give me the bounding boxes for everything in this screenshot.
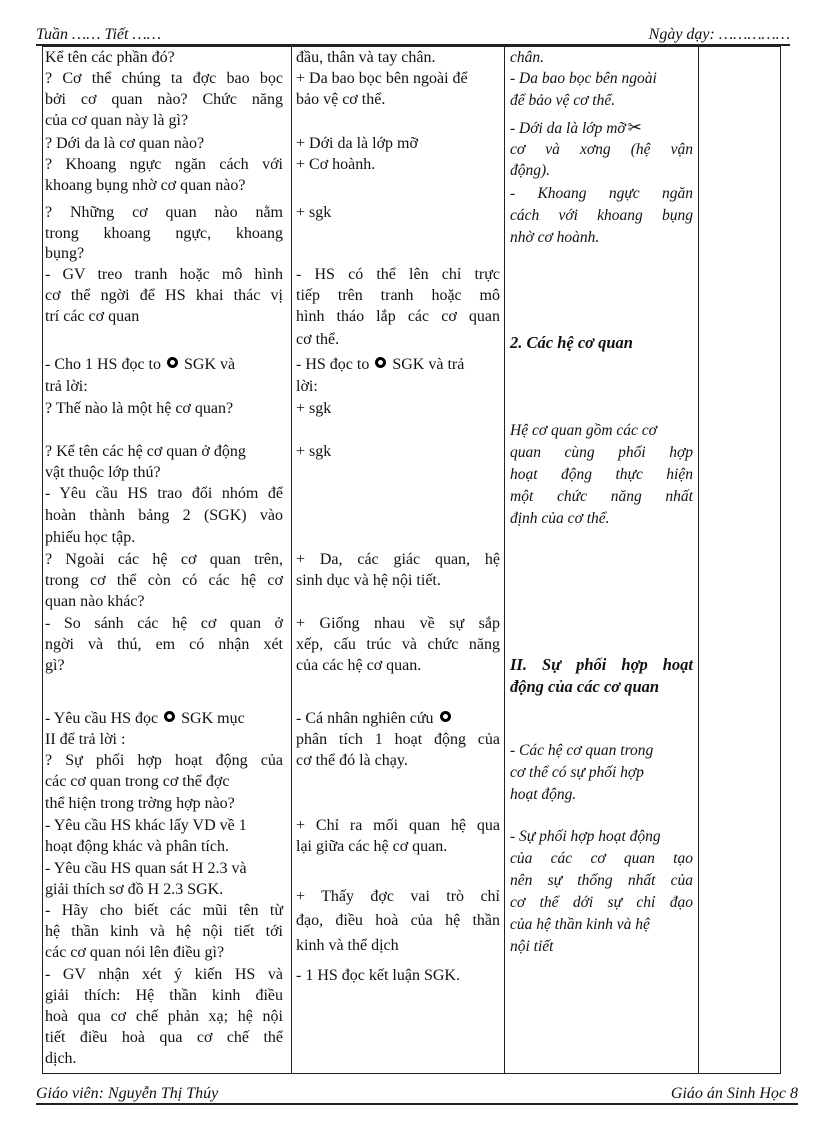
column-divider bbox=[504, 47, 505, 1073]
text-line: giải thích: Hệ thần kinh điều bbox=[45, 987, 283, 1004]
text-line: - Da bao bọc bên ngoài bbox=[510, 70, 657, 87]
text-line: trả lời: bbox=[45, 378, 88, 395]
text-line: hoàn thành bảng 2 (SGK) vào bbox=[45, 507, 283, 524]
text-line: + Giống nhau về sự sắp bbox=[296, 615, 500, 632]
text-line: lời: bbox=[296, 378, 318, 395]
text-line bbox=[45, 354, 283, 375]
text-line: hoà qua cơ chế phản xạ; hệ nội bbox=[45, 1008, 283, 1025]
text-line: + sgk bbox=[296, 400, 332, 417]
circle-bullet-icon bbox=[164, 711, 175, 722]
text-line: nhờ cơ hoành. bbox=[510, 229, 600, 246]
text-line: định của cơ thể. bbox=[510, 510, 610, 527]
text-line: + Thấy đợc vai trò chỉ bbox=[296, 888, 500, 905]
text-line: - So sánh các hệ cơ quan ở bbox=[45, 615, 283, 632]
text-line: bụng? bbox=[45, 245, 85, 262]
text-line: quan cùng phối hợp bbox=[510, 444, 693, 461]
text-line: ngời và thú, em có nhận xét bbox=[45, 636, 283, 653]
text-line: các cơ quan nói lên điều gì? bbox=[45, 944, 225, 961]
text-line: - Khoang ngực ngăn bbox=[510, 185, 693, 202]
text-line: tiếp trên tranh hoặc mô bbox=[296, 287, 500, 304]
text-line: giải thích sơ đồ H 2.3 SGK. bbox=[45, 881, 224, 898]
text-line: ? Kể tên các hệ cơ quan ở động bbox=[45, 443, 246, 460]
text-fragment: - Yêu cầu HS đọc bbox=[45, 710, 159, 727]
text-line: - Yêu cầu HS khác lấy VD về 1 bbox=[45, 817, 247, 834]
text-fragment: - HS đọc to bbox=[296, 356, 370, 373]
text-line bbox=[296, 354, 500, 375]
scissors-icon: ✂ bbox=[627, 118, 642, 137]
circle-bullet-icon bbox=[440, 711, 451, 722]
column-divider bbox=[698, 47, 699, 1073]
text-line: động). bbox=[510, 162, 551, 179]
text-line: - Yêu cầu HS quan sát H 2.3 và bbox=[45, 860, 247, 877]
text-line: dịch. bbox=[45, 1050, 77, 1067]
text-line: ? Cơ thể chúng ta đợc bao bọc bbox=[45, 70, 283, 87]
section-heading: II. Sự phối hợp hoạt bbox=[510, 655, 693, 674]
lesson-table bbox=[42, 46, 781, 1074]
circle-bullet-icon bbox=[375, 357, 386, 368]
text-line: kinh và thể dịch bbox=[296, 937, 399, 954]
header-week-period: Tuần …… Tiết …… bbox=[36, 26, 161, 43]
text-line: - Hãy cho biết các mũi tên từ bbox=[45, 902, 283, 919]
text-line: II để trả lời : bbox=[45, 731, 126, 748]
text-line: của các cơ quan tạo bbox=[510, 850, 693, 867]
text-line bbox=[296, 708, 500, 729]
text-line: quan nào khác? bbox=[45, 593, 145, 610]
page-footer bbox=[36, 1085, 798, 1105]
text-line: ? Dới da là cơ quan nào? bbox=[45, 135, 205, 152]
section-heading: động của các cơ quan bbox=[510, 677, 660, 696]
text-line: chân. bbox=[510, 49, 545, 66]
text-line: ? Khoang ngực ngăn cách với bbox=[45, 156, 283, 173]
text-line: + Chỉ ra mối quan hệ qua bbox=[296, 817, 500, 834]
text-line bbox=[45, 708, 283, 729]
text-line: cơ và xơng (hệ vận bbox=[510, 141, 693, 158]
text-line: hoạt động. bbox=[510, 786, 577, 803]
text-line: hoạt động thực hiện bbox=[510, 466, 693, 483]
text-line: + sgk bbox=[296, 204, 332, 221]
text-line: - HS có thể lên chỉ trực bbox=[296, 266, 500, 283]
text-line: đầu, thân và tay chân. bbox=[296, 49, 436, 66]
text-line: - 1 HS đọc kết luận SGK. bbox=[296, 967, 460, 984]
text-fragment: - Cho 1 HS đọc to bbox=[45, 356, 161, 373]
section-heading: 2. Các hệ cơ quan bbox=[510, 333, 633, 352]
text-line: cách với khoang bụng bbox=[510, 207, 693, 224]
text-line: cơ thể đó là chạy. bbox=[296, 752, 408, 769]
text-line: Kể tên các phần đó? bbox=[45, 49, 175, 66]
text-line: ? Sự phối hợp hoạt động của bbox=[45, 752, 283, 769]
text-line: nội tiết bbox=[510, 938, 554, 955]
text-line: đạo, điều hoà của hệ thần bbox=[296, 912, 500, 929]
header-teaching-date: Ngày dạy: …………… bbox=[648, 26, 790, 43]
text-line: gì? bbox=[45, 657, 65, 674]
text-line: của các hệ cơ quan. bbox=[296, 657, 422, 674]
text-line: trí các cơ quan bbox=[45, 308, 140, 325]
text-line: vật thuộc lớp thú? bbox=[45, 464, 161, 481]
text-line: cơ thể dới sự chỉ đạo bbox=[510, 894, 693, 911]
text-line: một chức năng nhất bbox=[510, 488, 693, 505]
text-line: + Da, các giác quan, hệ bbox=[296, 551, 500, 568]
text-line: các cơ quan trong cơ thể đợc bbox=[45, 773, 230, 790]
text-line: Hệ cơ quan gồm các cơ bbox=[510, 422, 657, 439]
text-line: nên sự thống nhất của bbox=[510, 872, 693, 889]
text-line: + Da bao bọc bên ngoài để bbox=[296, 70, 468, 87]
text-line: cơ thể ngời để HS khai thác vị bbox=[45, 287, 283, 304]
text-line: hoạt động khác và phân tích. bbox=[45, 838, 229, 855]
text-line: trong khoang ngực, khoang bbox=[45, 225, 283, 242]
text-fragment: - Cá nhân nghiên cứu bbox=[296, 710, 434, 727]
text-line: - Sự phối hợp hoạt động bbox=[510, 828, 661, 845]
text-line: để bảo vệ cơ thể. bbox=[510, 92, 616, 109]
text-fragment: SGK và trả bbox=[392, 356, 465, 373]
text-line: bởi cơ quan nào? Chức năng bbox=[45, 91, 283, 108]
text-line: tiết điều hoà qua cơ chế thể bbox=[45, 1029, 283, 1046]
text-line: - GV treo tranh hoặc mô hình bbox=[45, 266, 283, 283]
text-line: phiếu học tập. bbox=[45, 529, 136, 546]
footer-teacher-name: Giáo viên: Nguyễn Thị Thúy bbox=[36, 1085, 219, 1102]
page-header bbox=[36, 26, 790, 46]
text-line: lại giữa các hệ cơ quan. bbox=[296, 838, 448, 855]
text-line: của hệ thần kinh và hệ bbox=[510, 916, 650, 933]
text-line: - Các hệ cơ quan trong bbox=[510, 742, 654, 759]
text-line: hình tháo lắp các cơ quan bbox=[296, 308, 500, 325]
text-line: cơ thể. bbox=[296, 331, 340, 348]
text-line: hệ thần kinh và hệ nội tiết tới bbox=[45, 923, 283, 940]
text-line bbox=[510, 117, 693, 140]
column-divider bbox=[291, 47, 292, 1073]
text-line: ? Thế nào là một hệ cơ quan? bbox=[45, 400, 234, 417]
text-line: của cơ quan này là gì? bbox=[45, 112, 189, 129]
text-line: + Cơ hoành. bbox=[296, 156, 376, 173]
text-line: cơ thể có sự phối hợp bbox=[510, 764, 644, 781]
footer-lesson-plan-title: Giáo án Sinh Học 8 bbox=[670, 1085, 798, 1102]
text-line: thể hiện trong trờng hợp nào? bbox=[45, 795, 235, 812]
text-line: khoang bụng nhờ cơ quan nào? bbox=[45, 177, 246, 194]
text-line: trong cơ thể còn có các hệ cơ bbox=[45, 572, 283, 589]
text-line: - Yêu cầu HS trao đổi nhóm để bbox=[45, 485, 283, 502]
text-line: - GV nhận xét ý kiến HS và bbox=[45, 966, 283, 983]
text-line: xếp, cấu trúc và chức năng bbox=[296, 636, 500, 653]
text-fragment: - Dới da là lớp mỡ bbox=[510, 120, 626, 137]
text-line: sinh dục và hệ nội tiết. bbox=[296, 572, 441, 589]
text-line: ? Những cơ quan nào nằm bbox=[45, 204, 283, 221]
text-line: + Dới da là lớp mỡ bbox=[296, 135, 418, 152]
text-line: + sgk bbox=[296, 443, 332, 460]
text-fragment: SGK mục bbox=[181, 710, 245, 727]
text-fragment: SGK và bbox=[184, 356, 236, 373]
text-line: phân tích 1 hoạt động của bbox=[296, 731, 500, 748]
circle-bullet-icon bbox=[167, 357, 178, 368]
text-line: bảo vệ cơ thể. bbox=[296, 91, 386, 108]
text-line: ? Ngoài các hệ cơ quan trên, bbox=[45, 551, 283, 568]
